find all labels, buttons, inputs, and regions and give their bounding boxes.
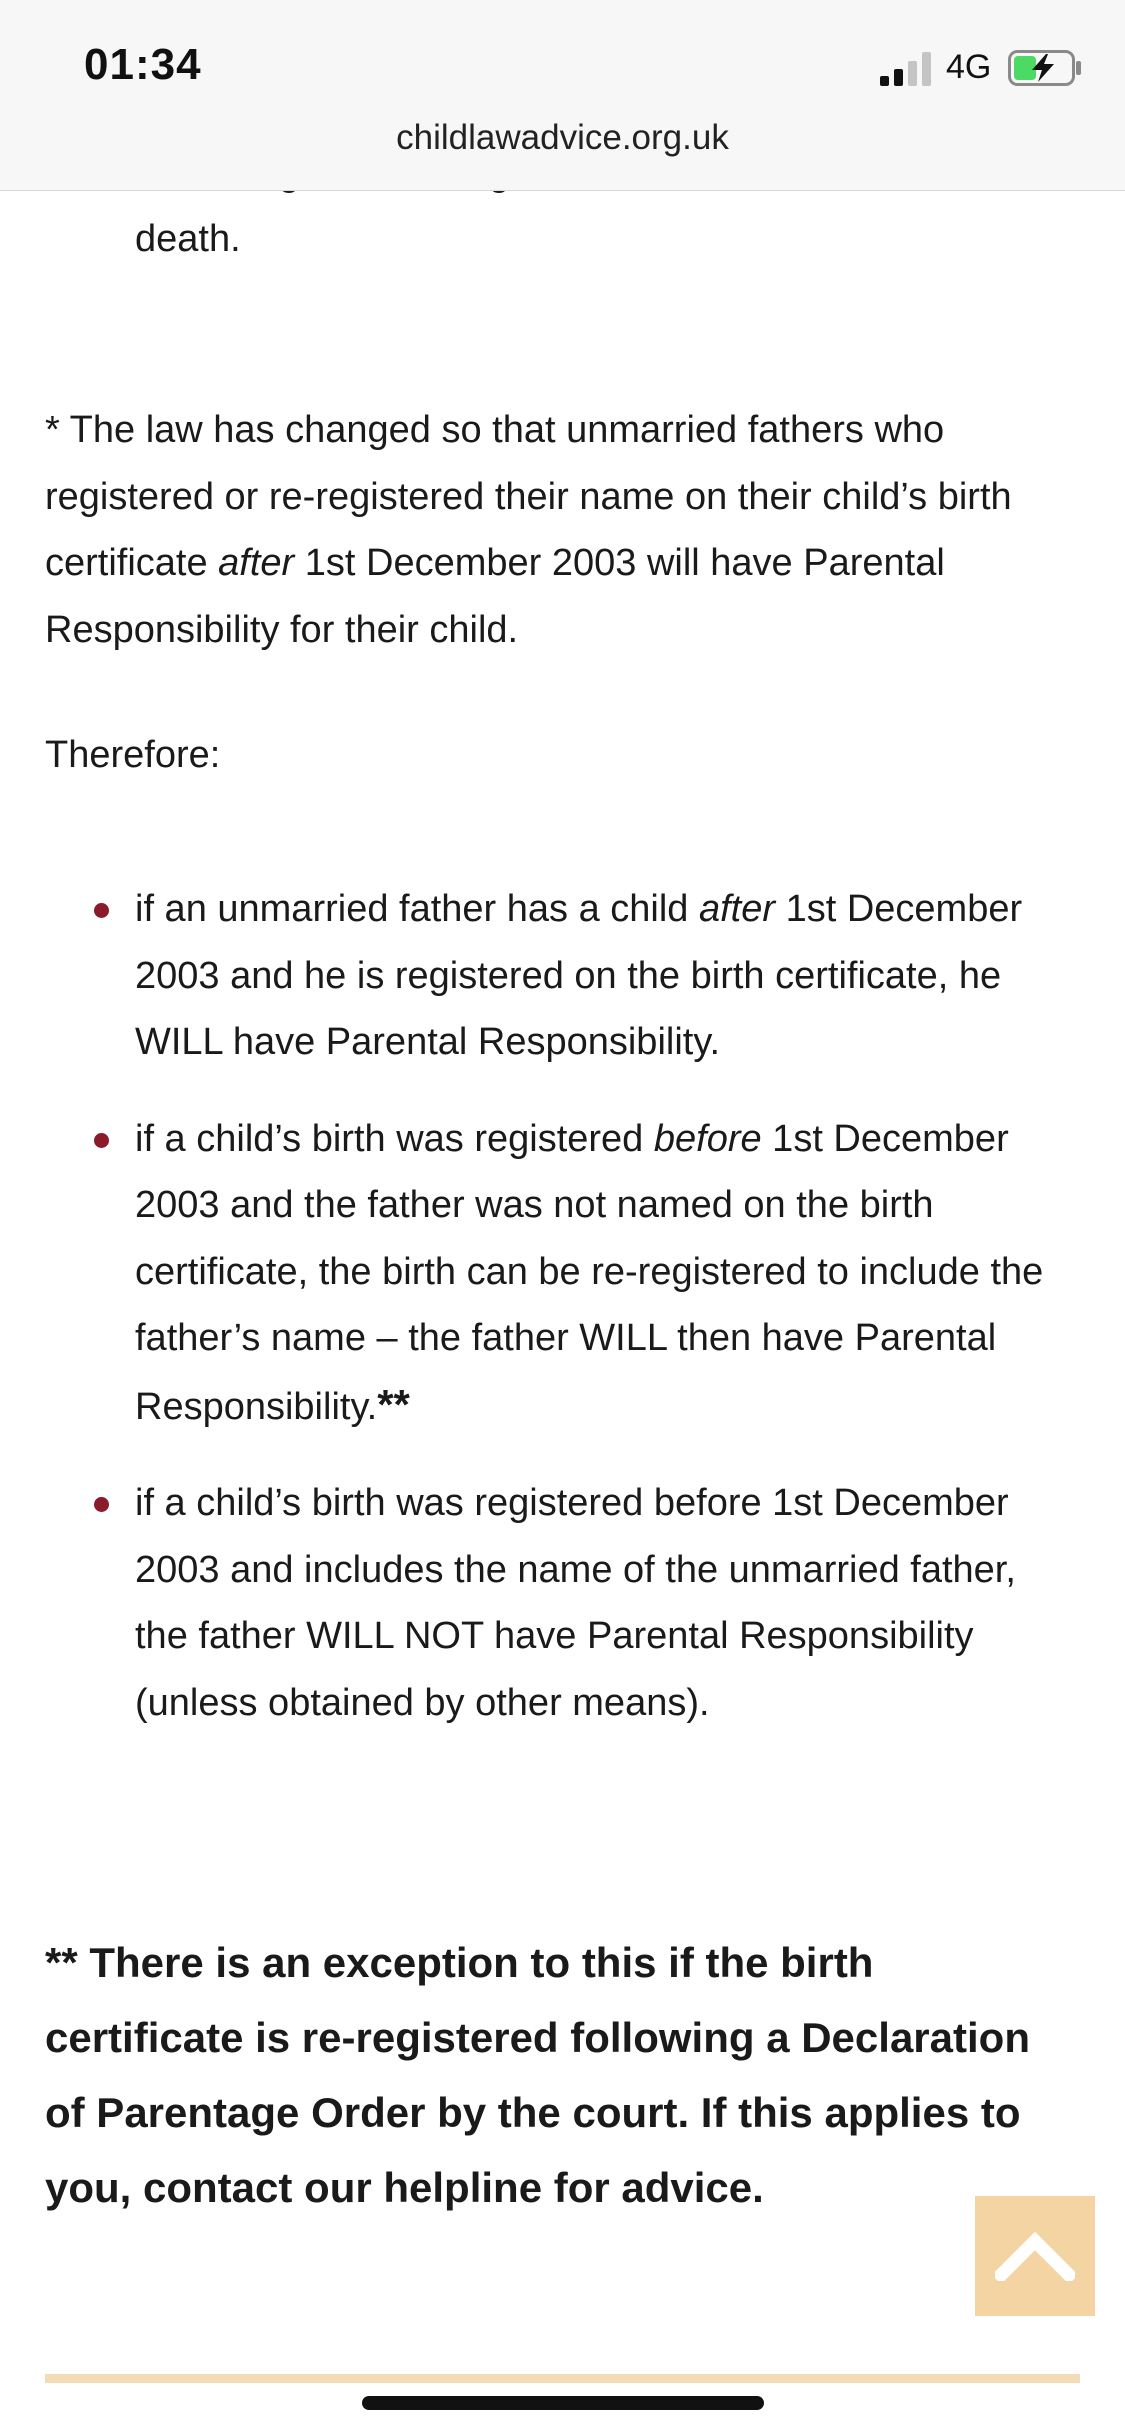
section-divider (45, 2374, 1080, 2383)
intro-text-suffix: 1st December 2003 will have Parental Responsibility for their child. (45, 542, 945, 651)
home-indicator[interactable] (362, 2396, 764, 2410)
bullet-text-prefix: if an unmarried father has a child (135, 888, 699, 930)
chevron-up-icon (995, 2231, 1075, 2281)
back-to-top-button[interactable] (975, 2196, 1095, 2316)
bullet-dot-icon (94, 1497, 109, 1512)
bullet-text-suffix: 1st December 2003 and he is registered on the birth certificate, he WILL have Parental Responsibility. (135, 888, 1023, 1063)
intro-text-prefix: * The law has changed so that unmarried fathers who registered or re-registered their name on their child’s birth certificate (45, 409, 1012, 584)
therefore-label: Therefore: (45, 734, 221, 776)
bullet-text: if a child’s birth was registered before 1st December 2003 and includes the name of the unmarried father, the father WILL NOT have Parental Responsibility (unless obtained by other means). (135, 1482, 1016, 1724)
network-type: 4G (946, 48, 992, 86)
bullet-text-suffix: 1st December 2003 and the father was not named on the birth certificate, the birth can be re-registered to include the father’s name – the father WILL then have Parental Responsibility. (135, 1117, 1044, 1428)
url-address[interactable]: childlawadvice.org.uk (396, 118, 729, 157)
bullet-emphasis: after (698, 888, 776, 930)
list-item (0, 1106, 1060, 1441)
list-item (0, 1470, 1060, 1736)
battery-charging-icon (1008, 50, 1082, 86)
list-item (0, 876, 1060, 1076)
bullet-text-prefix: if a child’s birth was registered (135, 1117, 654, 1160)
exception-note: ** There is an exception to this if the birth certificate is re-registered following a Declaration of Parentage Order by the court. If this applies to you, contact our helpline for advice. (45, 1939, 1030, 2211)
conditions-list (0, 876, 1125, 1766)
cellular-signal-icon (880, 52, 936, 86)
footnote-marker: ** (377, 1380, 410, 1428)
status-time: 01:34 (84, 40, 202, 89)
bullet-dot-icon (94, 903, 109, 918)
intro-emphasis: after (218, 542, 295, 584)
bullet-emphasis: before (653, 1117, 762, 1160)
status-and-url-bar (0, 0, 1125, 191)
intro-paragraph (45, 397, 1085, 663)
bullet-dot-icon (94, 1133, 109, 1148)
previous-item-end: death. (135, 218, 241, 260)
